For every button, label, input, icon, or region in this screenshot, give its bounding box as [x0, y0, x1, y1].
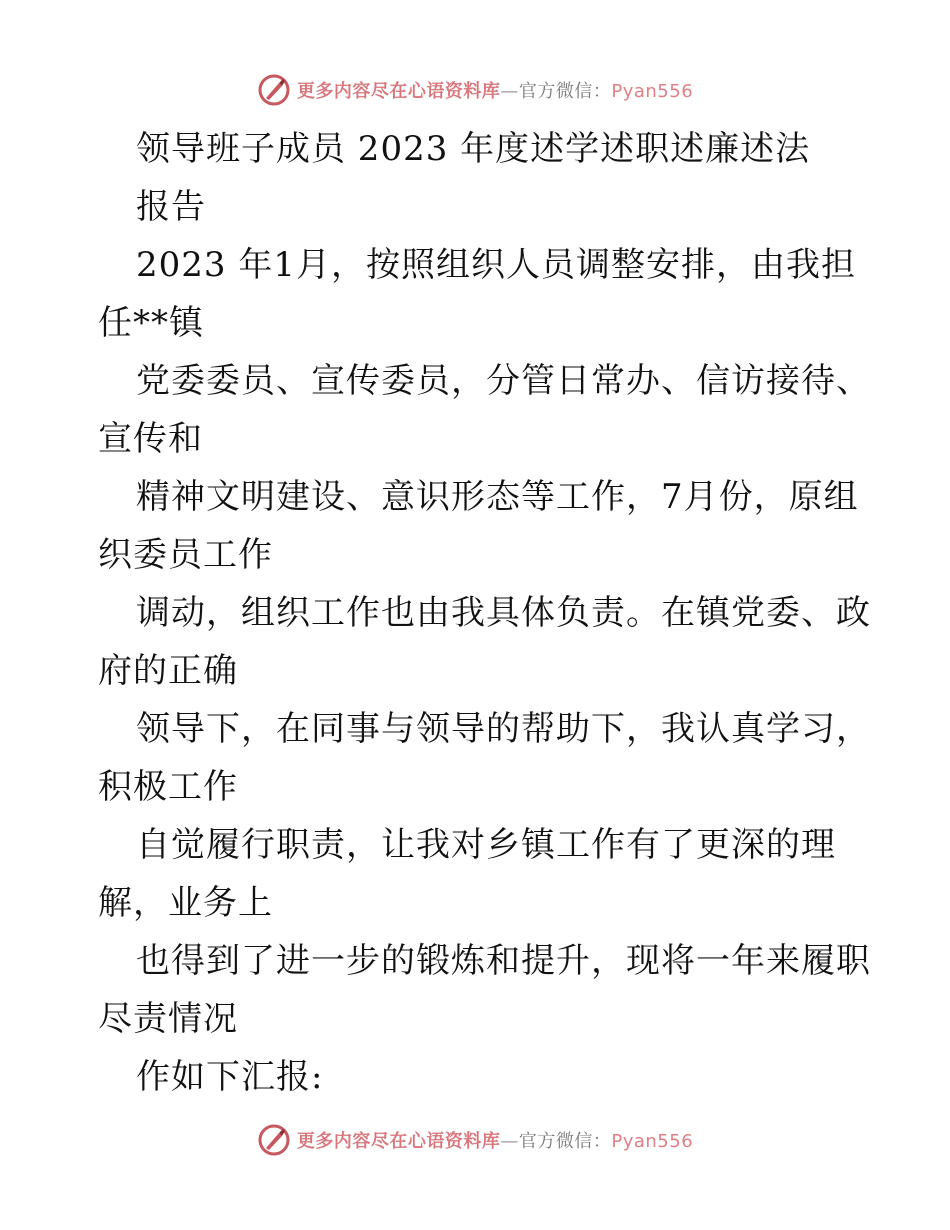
text-line: 领导下，在同事与领导的帮助下，我认真学习， — [136, 709, 871, 749]
text-line: 精神文明建设、意识形态等工作，7月份，原组 — [136, 477, 859, 517]
watermark-separator: — — [500, 1131, 519, 1152]
text-line: 作如下汇报: — [136, 1057, 324, 1097]
watermark-label: 官方微信： — [518, 1131, 612, 1152]
watermark-main-text: 更多内容尽在心语资料库 — [296, 81, 501, 102]
watermark-text — [297, 77, 693, 103]
text-line: 任**镇 — [98, 303, 204, 343]
pen-logo-icon — [257, 73, 291, 107]
watermark-separator: — — [500, 81, 519, 102]
text-line: 解，业务上 — [98, 883, 273, 923]
watermark-text — [297, 1127, 693, 1153]
text-line: 2023 年1月，按照组织人员调整安排，由我担 — [136, 245, 856, 285]
watermark-main-text: 更多内容尽在心语资料库 — [296, 1131, 501, 1152]
watermark-footer — [0, 1120, 950, 1160]
text-line: 尽责情况 — [98, 999, 238, 1039]
document-body — [98, 120, 871, 1106]
watermark-header — [0, 70, 950, 110]
text-line: 领导班子成员 2023 年度述学述职述廉述法 — [136, 129, 811, 169]
text-line: 府的正确 — [98, 651, 238, 691]
text-line: 党委委员、宣传委员，分管日常办、信访接待、 — [136, 361, 871, 401]
pen-logo-icon — [257, 1123, 291, 1157]
watermark-id: Pyan556 — [611, 81, 694, 102]
text-line: 积极工作 — [98, 767, 238, 807]
watermark-label: 官方微信： — [518, 81, 612, 102]
watermark-id: Pyan556 — [611, 1131, 694, 1152]
text-line: 调动，组织工作也由我具体负责。在镇党委、政 — [136, 593, 871, 633]
text-line: 自觉履行职责，让我对乡镇工作有了更深的理 — [136, 825, 836, 865]
text-line: 织委员工作 — [98, 535, 273, 575]
text-line: 宣传和 — [98, 419, 203, 459]
text-line: 也得到了进一步的锻炼和提升，现将一年来履职 — [136, 941, 871, 981]
text-line: 报告 — [136, 187, 206, 227]
